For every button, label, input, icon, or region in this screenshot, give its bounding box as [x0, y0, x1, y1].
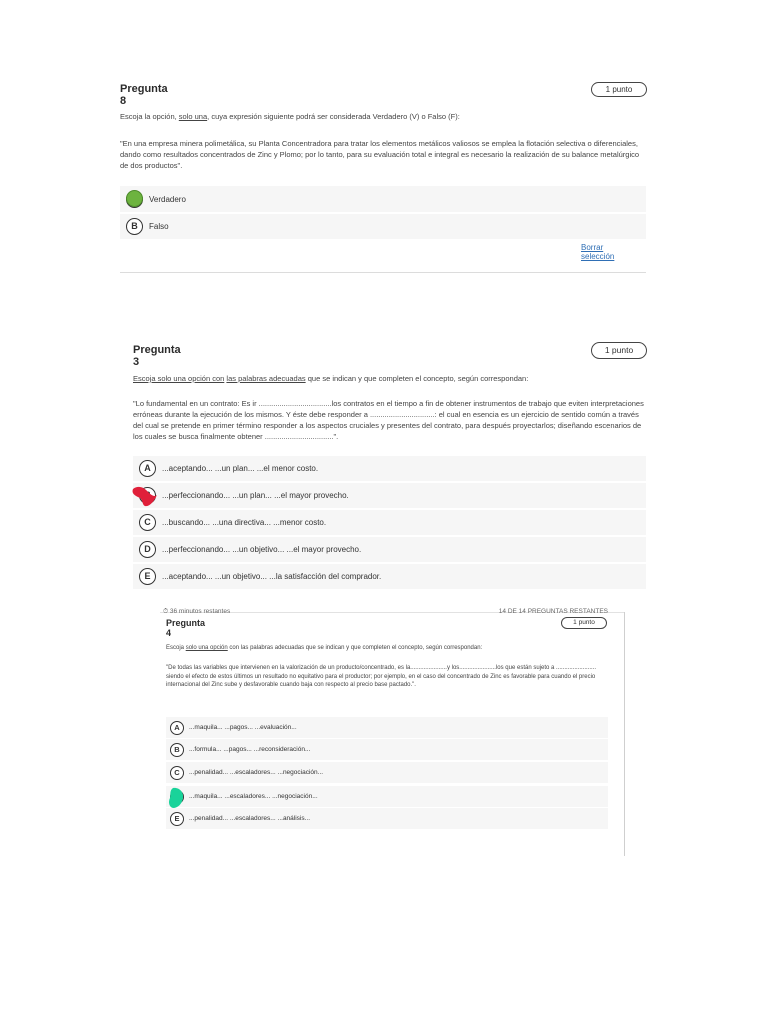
option-letter-badge[interactable]: A: [139, 460, 156, 477]
points-badge: 1 punto: [561, 617, 607, 629]
points-badge: 1 punto: [591, 342, 647, 359]
points-badge: 1 punto: [591, 82, 647, 97]
teal-scribble-mark: [167, 787, 185, 809]
option-text: ...buscando... ...una directiva... ...menor costo.: [162, 518, 327, 527]
answer-option-d[interactable]: [166, 786, 608, 807]
question-title: Pregunta 8: [120, 83, 168, 107]
question-title: Pregunta 4: [166, 618, 206, 638]
option-text: ...maquila... ...pagos... ...evaluación...: [189, 724, 297, 731]
instr-text: , cuya expresión siguiente podrá ser considerada Verdadero (V) o Falso (F):: [207, 112, 460, 121]
answer-option-e[interactable]: [166, 808, 608, 829]
answer-option-c[interactable]: [133, 510, 646, 535]
option-text: ...perfeccionando... ...un plan... ...el mayor provecho.: [162, 491, 349, 500]
divider: [120, 272, 646, 273]
instr-underlined: Escoja solo una opción con: [133, 374, 225, 383]
question-title: Pregunta 3: [133, 344, 181, 368]
question-statement: "Lo fundamental en un contrato: Es ir ...................................los contratos en el tiempo a fin de obtener instrumentos de trabajo que eviten interpretaciones erróneas durante la ejecución de los mismos. Y éste debe responder a ...............................: el cual en esencia es un ejercicio de sentido común a través del cual se pretende en primer término responder a los aspectos cruciales y presentes del contrato, para después proyectarlos; diseñando escenarios de los cuales se busca finalmente obtener .................................".: [133, 399, 644, 441]
question-statement: "En una empresa minera polimetálica, su Planta Concentradora para tratar los elementos metálicos valiosos se emplea la flotación selectiva o diferenciales, dando como resultados concentrados de Zinc y Plomo; por lo tanto, para su evaluación total e integral es necesario la realización de su balance metalúrgico de dos productos".: [120, 139, 640, 170]
instr-text: Escoja: [166, 645, 186, 651]
option-letter-badge[interactable]: D: [139, 541, 156, 558]
answer-option-a[interactable]: [120, 186, 646, 212]
option-letter-badge[interactable]: C: [139, 514, 156, 531]
option-letter-badge[interactable]: A: [170, 721, 184, 735]
answer-option-d[interactable]: [133, 537, 646, 562]
instr-underlined: las palabras adecuadas: [226, 374, 306, 383]
answer-option-b[interactable]: [120, 214, 646, 239]
questions-remaining: 14 DE 14 PREGUNTAS RESTANTES: [498, 608, 608, 615]
option-text: ...penalidad... ...escaladores... ...análisis...: [189, 815, 311, 822]
instr-text: que se indican y que completen el concepto, según correspondan:: [305, 374, 529, 383]
option-letter-badge[interactable]: E: [139, 568, 156, 585]
answer-option-b[interactable]: [166, 739, 608, 760]
option-letter-badge[interactable]: B: [126, 218, 143, 235]
option-letter-badge[interactable]: C: [170, 766, 184, 780]
option-text: Falso: [149, 222, 169, 231]
option-text: ...maquila... ...escaladores... ...negociación...: [189, 793, 318, 800]
option-letter-badge[interactable]: B: [170, 743, 184, 757]
answer-option-e[interactable]: [133, 564, 646, 589]
option-text: ...perfeccionando... ...un objetivo... ...el mayor provecho.: [162, 545, 362, 554]
answer-option-c[interactable]: [166, 762, 608, 783]
red-scribble-mark: [130, 483, 160, 509]
question-instructions: [133, 374, 648, 384]
time-remaining: ⏱ 36 minutos restantes: [163, 608, 231, 615]
answer-option-a[interactable]: [166, 717, 608, 738]
question-statement: "De todas las variables que intervienen en la valorización de un producto/concentrado, es la......................y los......................los que están sujeto a ........................ siendo el efecto de estos últimos un resultado no equitativo para el productor; por ejemplo, en el caso del concentrado de Zinc es favorable para cuando el precio internacional del Zinc sube y desfavorable cuando baja con respecto al precio base pactado.".: [166, 665, 597, 689]
option-text: ...aceptando... ...un plan... ...el menor costo.: [162, 464, 319, 473]
quiz-status-bar: [163, 608, 608, 618]
instr-underlined: solo una: [178, 112, 208, 121]
instr-text: con las palabras adecuadas que se indican y que completen el concepto, según correspondan:: [227, 645, 483, 651]
answer-option-a[interactable]: [133, 456, 646, 481]
question-instructions: [166, 644, 608, 652]
answer-option-b[interactable]: [133, 483, 646, 508]
green-selection-mark: [126, 190, 143, 207]
option-text: ...formula... ...pagos... ...reconsideración...: [189, 746, 311, 753]
option-text: Verdadero: [149, 194, 186, 204]
divider: [624, 612, 625, 856]
option-text: ...penalidad... ...escaladores... ...negociación...: [189, 769, 324, 776]
option-text: ...aceptando... ...un objetivo... ...la satisfacción del comprador.: [162, 572, 382, 581]
option-letter-badge[interactable]: E: [170, 812, 184, 826]
instr-text: Escoja la opción,: [120, 112, 179, 121]
clear-selection-link[interactable]: Borrar selección: [581, 243, 615, 261]
instr-underlined: solo una opción: [185, 645, 228, 651]
question-instructions: [120, 112, 648, 122]
